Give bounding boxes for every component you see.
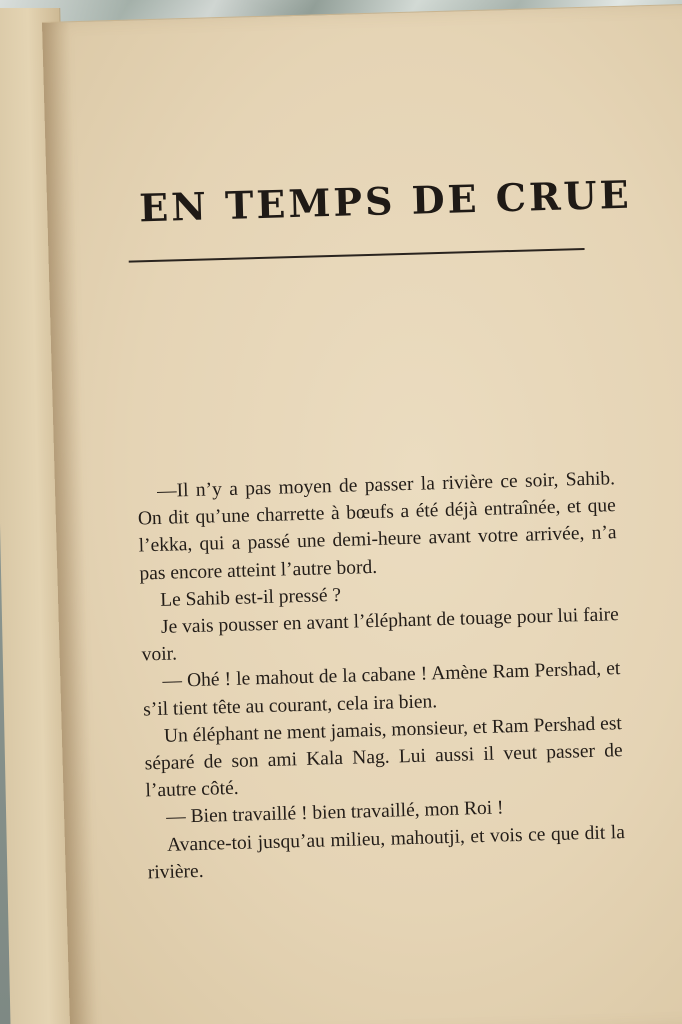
paragraph-2: Le Sahib est-il pressé ? — [159, 584, 342, 611]
paragraph-6: — Bien travaillé ! bien travaillé, mon Roi ! — [165, 797, 504, 829]
chapter-title: EN TEMPS DE CRUE — [138, 171, 633, 231]
paragraph-7: Avance-toi jusqu’au milieu, mahoutji, et vois ce que dit la rivière. — [147, 821, 626, 884]
book-page — [42, 4, 682, 1024]
paragraph-3: Je vais pousser en avant l’éléphant de touage pour lui faire voir. — [141, 604, 620, 666]
title-rule — [129, 248, 585, 263]
body-text — [137, 465, 626, 886]
paragraph-5: Un éléphant ne ment jamais, monsieur, et Ram Pershad est séparé de son ami Kala Nag. Lui aussi il veut passer de l’autre côté. — [144, 712, 623, 802]
paragraph-4: — Ohé ! le mahout de la cabane ! Amène Ram Pershad, et s’il tient tête au courant, cela ira bien. — [142, 658, 621, 721]
paragraph-1: —Il n’y a pas moyen de passer la rivière ce soir, Sahib. On dit qu’une charrette à bœufs a été déjà entraînée, et que l’ekka, qui a passé une demi-heure avant votre arrivée, n’a pas encore atteint l’autre bord. — [137, 468, 617, 585]
